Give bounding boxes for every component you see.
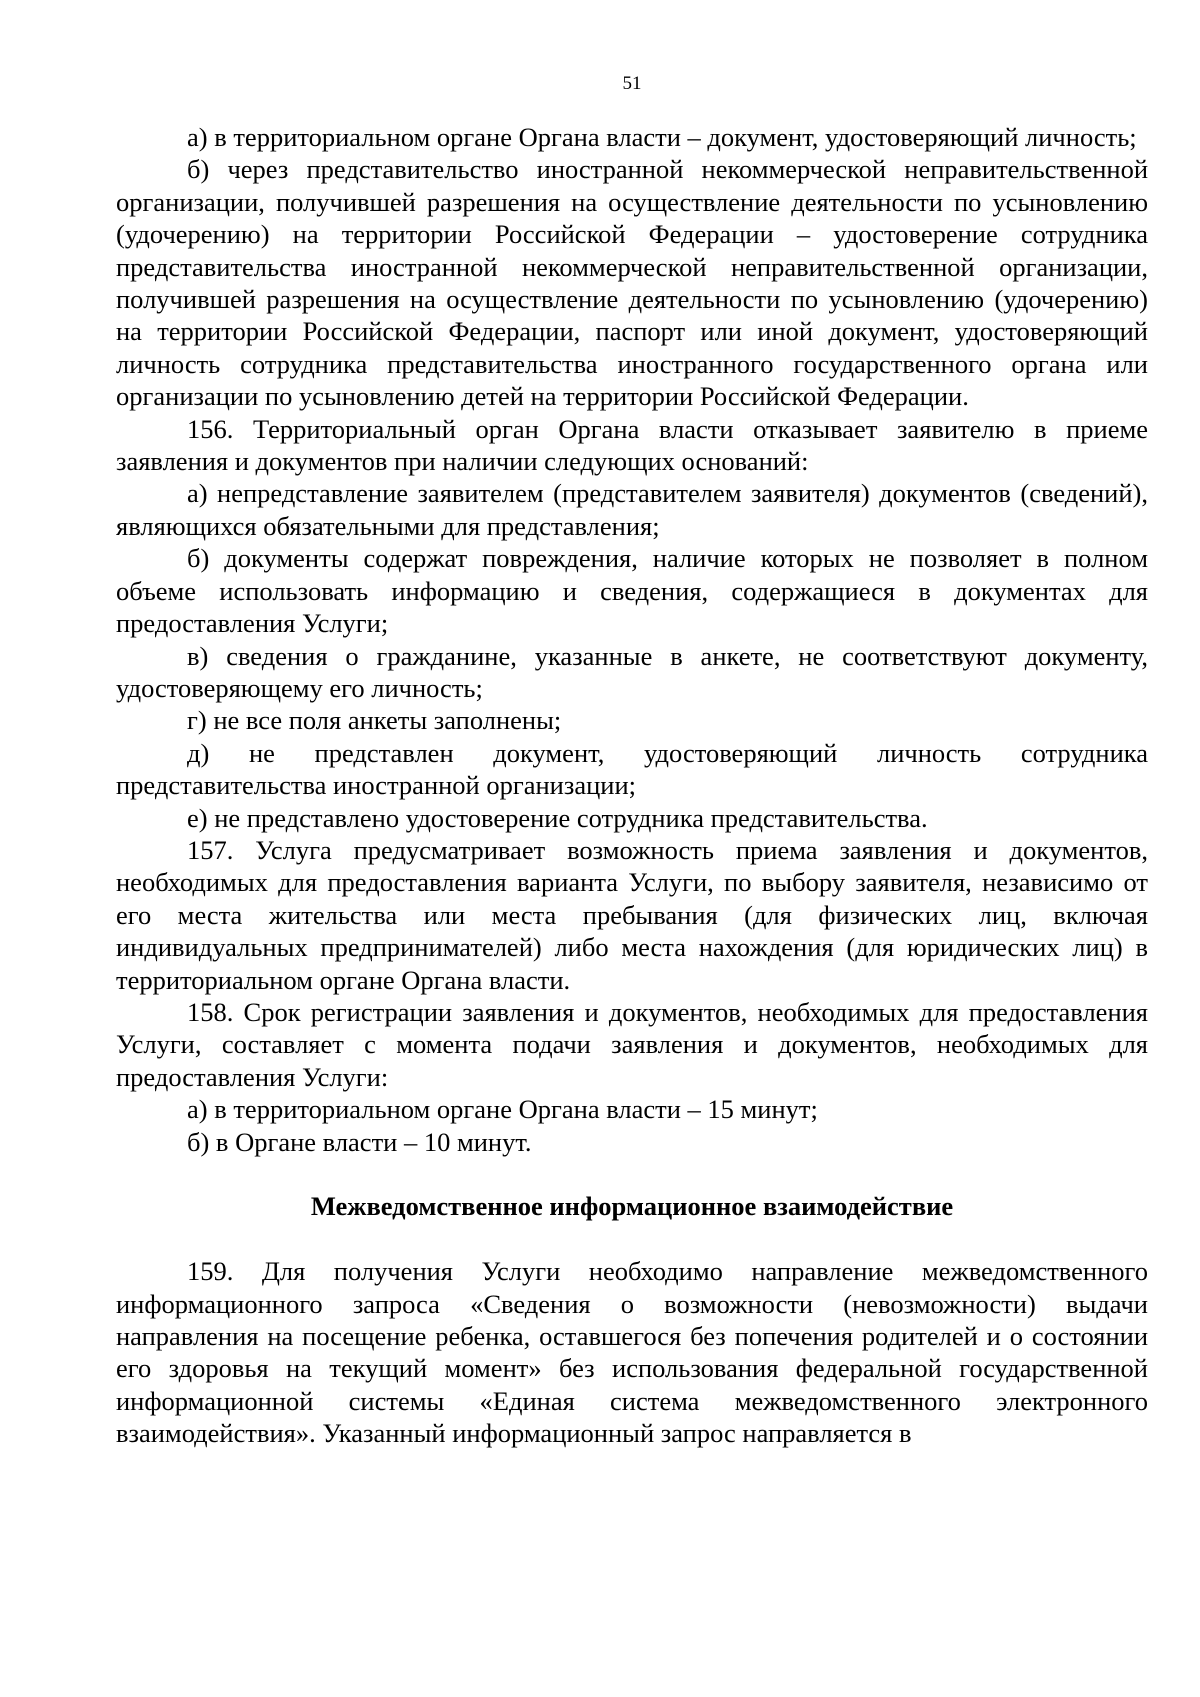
paragraph-158-a: а) в территориальном органе Органа власти – 15 минут;: [187, 1094, 818, 1125]
section-heading: Межведомственное информационное взаимодействие: [310, 1191, 954, 1222]
paragraph-156-b: б) документы содержат повреждения, наличие которых не позволяет в полном объеме использовать информацию и сведения, содержащиеся в документах для предоставления Услуги;: [116, 543, 1148, 639]
paragraph-156-e: е) не представлено удостоверение сотрудника представительства.: [187, 802, 928, 833]
paragraph-b-representative: б) через представительство иностранной некоммерческой неправительственной организации, получившей разрешения на осуществление деятельности по усыновлению (удочерению) на территории Российской Федерации – удостоверение сотрудника представительства иностранной некоммерческой неправительственной организации, получившей разрешения на осуществление деятельности по усыновлению (удочерению) на территории Российской Федерации, паспорт или иной документ, удостоверяющий личность сотрудника представительства иностранного государственного органа или организации по усыновлению детей на территории Российской Федерации.: [116, 154, 1148, 412]
paragraph-156-g: г) не все поля анкеты заполнены;: [187, 705, 562, 736]
paragraph-157: 157. Услуга предусматривает возможность приема заявления и документов, необходимых для предоставления варианта Услуги, по выбору заявителя, независимо от его места жительства или места пребывания (для физических лиц, включая индивидуальных предпринимателей) либо места нахождения (для юридических лиц) в территориальном органе Органа власти.: [116, 834, 1148, 995]
paragraph-156: 156. Территориальный орган Органа власти отказывает заявителю в приеме заявления и документов при наличии следующих оснований:: [116, 413, 1148, 477]
document-body: [116, 121, 1148, 1450]
paragraph-159: 159. Для получения Услуги необходимо направление межведомственного информационного запроса «Сведения о возможности (невозможности) выдачи направления на посещение ребенка, оставшегося без попечения родителей и о состоянии его здоровья на текущий момент» без использования федеральной государственной информационной системы «Единая система межведомственного электронного взаимодействия». Указанный информационный запрос направляется в: [116, 1256, 1148, 1449]
paragraph-158-b: б) в Органе власти – 10 минут.: [187, 1126, 532, 1157]
paragraph-156-v: в) сведения о гражданине, указанные в анкете, не соответствуют документу, удостоверяющему его личность;: [116, 640, 1148, 703]
paragraph-156-d: д) не представлен документ, удостоверяющий личность сотрудника представительства иностранной организации;: [116, 737, 1148, 801]
paragraph-156-a: а) непредставление заявителем (представителем заявителя) документов (сведений), являющихся обязательными для представления;: [116, 478, 1148, 541]
paragraph-158: 158. Срок регистрации заявления и документов, необходимых для предоставления Услуги, составляет с момента подачи заявления и документов, необходимых для предоставления Услуги:: [116, 996, 1148, 1092]
paragraph-a-identity: а) в территориальном органе Органа власти – документ, удостоверяющий личность;: [187, 122, 1137, 152]
page-number: 51: [622, 73, 642, 94]
